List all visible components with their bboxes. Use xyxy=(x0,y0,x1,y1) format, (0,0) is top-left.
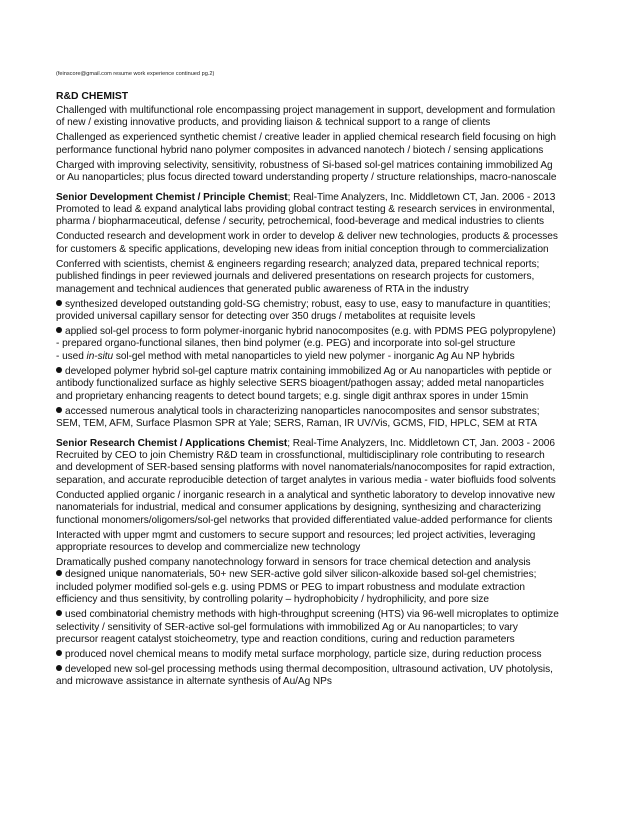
bullet-icon xyxy=(56,570,62,576)
bullet-item xyxy=(56,609,590,646)
text-line: Dramatically pushed company nanotechnology forward in sensors for trace chemical detection and analysis xyxy=(56,556,531,568)
text-line: developed polymer hybrid sol-gel capture matrix containing immobilized Ag or Au nanoparticles with peptide or xyxy=(65,365,552,377)
text-line: management and technical audiences that generated public awareness of RTA in the industry xyxy=(56,283,469,295)
summary-paragraph xyxy=(56,132,590,157)
text-line: for customers & specific applications, developing new ideas from initial conception through to commercialization xyxy=(56,243,549,255)
bullet-item xyxy=(56,649,590,661)
text-line: precursor reagent catalyst stoicheometry, type and reaction conditions, curing and reduction parameters xyxy=(56,633,515,645)
text-line: published findings in peer reviewed journals and delivered presentations on research projects for customers, xyxy=(56,271,535,283)
text-line: efficiency and thus sensitivity, by controlling polarity – hydrophobicity / hydrophilicity, and pore size xyxy=(56,594,489,606)
bullet-item xyxy=(56,326,590,363)
job-org: Real-Time Analyzers, Inc. Middletown CT, Jan. 2006 - 2013 xyxy=(290,191,556,203)
text-fragment: - used xyxy=(56,350,87,362)
text-line: - prepared organo-functional silanes, then bind polymer (e.g. PEG) and incorporate into sol-gel structure xyxy=(56,338,516,350)
section-title: R&D CHEMIST xyxy=(56,91,129,102)
text-line: accessed numerous analytical tools in characterizing nanoparticles nanocomposites and sensor substrates; xyxy=(65,405,540,417)
job-entry xyxy=(56,192,590,229)
bullet-icon xyxy=(56,407,62,413)
text-line: and proprietary enhancing reagents to detect bound targets; e.g. single digit anthrax spores in under 15min xyxy=(56,390,529,402)
job-paragraph xyxy=(56,259,590,296)
job-paragraph xyxy=(56,530,590,555)
text-line: Conferred with scientists, chemist & engineers regarding research; analyzed data, prepared technical reports; xyxy=(56,258,540,270)
job-paragraph xyxy=(56,231,590,256)
text-line: or Au nanoparticles; plus focus directed toward understanding property / structure relationships, macro-nanoscale xyxy=(56,172,557,184)
text-line: Recruited by CEO to join Chemistry R&D team in crossfunctional, multidisciplinary role contributing to research xyxy=(56,449,545,461)
text-line: selectivity / sensitivity of SER-active sol-gel formulations with immobilized Ag or Au nanoparticles; to vary xyxy=(56,621,518,633)
text-line: functional monomers/oligomers/sol-gel networks that provided differentiated value-added performance for clients xyxy=(56,514,553,526)
text-line: and development of SER-based sensing platforms with novel nanomaterials/nanocomposites for rapid extraction, xyxy=(56,462,556,474)
bullet-icon xyxy=(56,300,62,306)
resume-page xyxy=(56,71,590,691)
bullet-item xyxy=(56,664,590,689)
text-line: Charged with improving selectivity, sensitivity, robustness of Si-based sol-gel matrices containing immobilized Ag xyxy=(56,159,553,171)
bullet-item xyxy=(56,299,590,324)
bullet-item xyxy=(56,569,590,606)
job-title-line xyxy=(56,192,590,204)
text-line: pharma / biopharmaceutical, defense / security, petrochemical, food-beverage and medical industries to clients xyxy=(56,216,545,228)
text-line: and microwave assistance in alternate synthesis of Au/Ag NPs xyxy=(56,676,332,688)
job-paragraph xyxy=(56,557,590,569)
bullet-icon xyxy=(56,610,62,616)
text-line: Challenged as experienced synthetic chemist / creative leader in applied chemical research field focusing on high xyxy=(56,132,556,144)
text-line: synthesized developed outstanding gold-SG chemistry; robust, easy to use, easy to manufacture in quantities; xyxy=(65,298,551,310)
insitu-line xyxy=(56,351,590,363)
job-separator: ; xyxy=(287,191,291,203)
job-entry xyxy=(56,438,590,488)
job-role: Senior Development Chemist / Principle Chemist xyxy=(56,191,288,203)
job-org: Real-Time Analyzers, Inc. Middletown CT, Jan. 2003 - 2006 xyxy=(290,437,555,449)
text-line: Promoted to lead & expand analytical labs providing global contract testing & research services in environmental, xyxy=(56,204,555,216)
job-role: Senior Research Chemist / Applications Chemist xyxy=(56,437,288,449)
text-line: performance functional hybrid nano polymer composites in advanced nanotech / biotech / sensing applications xyxy=(56,144,544,156)
text-line: Conducted research and development work in order to develop & deliver new technologies, products & processes xyxy=(56,231,558,243)
bullet-icon xyxy=(56,650,62,656)
text-line: Interacted with upper mgmt and customers to secure support and resources; led project activities, leveraging xyxy=(56,529,536,541)
text-line: provided universal capillary sensor for detecting over 350 drugs / metabolites at requisite levels xyxy=(56,311,476,323)
bullet-icon xyxy=(56,665,62,671)
bullet-item xyxy=(56,366,590,403)
bullet-icon xyxy=(56,327,62,333)
summary-paragraph xyxy=(56,105,590,130)
text-line: applied sol-gel process to form polymer-inorganic hybrid nanocomposites (e.g. with PDMS PEG polypropylene) xyxy=(65,326,556,338)
text-fragment: sol-gel method with metal nanoparticles to yield new polymer - inorganic Ag Au NP hybrids xyxy=(113,350,515,362)
summary-paragraph xyxy=(56,160,590,185)
text-line: produced novel chemical means to modify metal surface morphology, particle size, during reduction process xyxy=(65,648,542,660)
bullet-item xyxy=(56,406,590,431)
italic-term: in-situ xyxy=(86,350,114,362)
text-line: antibody functionalized surface as highly selective SERS bioagent/pathogen assay; added metal nanoparticles xyxy=(56,378,544,390)
job-separator: ; xyxy=(287,437,290,449)
text-line: Challenged with multifunctional role encompassing project management in support, development and formulation xyxy=(56,105,556,116)
text-line: of new / existing innovative products, and providing liaison & technical support to a range of clients xyxy=(56,117,491,129)
text-line: designed unique nanomaterials, 50+ new SER-active gold silver silicon-alkoxide based sol-gel chemistries; xyxy=(65,569,537,581)
job-paragraph xyxy=(56,490,590,527)
job-title-line xyxy=(56,438,590,450)
text-line: developed new sol-gel processing methods using thermal decomposition, ultrasound activation, UV photolysis, xyxy=(65,663,553,675)
text-line: separation, and accurate reproducible detection of target analytes in various media - water biofluids food solvents xyxy=(56,474,556,486)
text-line: used combinatorial chemistry methods with high-throughput screening (HTS) via 96-well microplates to optimize xyxy=(65,609,559,621)
text-line: included polymer modified sol-gels e.g. using PDMS or PEG to impart robustness and modulate extraction xyxy=(56,581,525,593)
text-line: SEM, TEM, AFM, Surface Plasmon SPR at Yale; SERS, Raman, IR UV/Vis, GCMS, FID, HPLC, SEM at RTA xyxy=(56,418,538,430)
text-line: nanomaterials for industrial, medical and consumer applications by designing, synthesizing and characterizing xyxy=(56,502,541,514)
header-note: (feinscore@gmail.com resume work experience continued pg.2) xyxy=(56,71,215,77)
text-line: Conducted applied organic / inorganic research in a analytical and synthetic laboratory to develop innovative new xyxy=(56,489,555,501)
text-line: appropriate resources to develop and commercialize new technology xyxy=(56,541,361,553)
bullet-icon xyxy=(56,367,62,373)
